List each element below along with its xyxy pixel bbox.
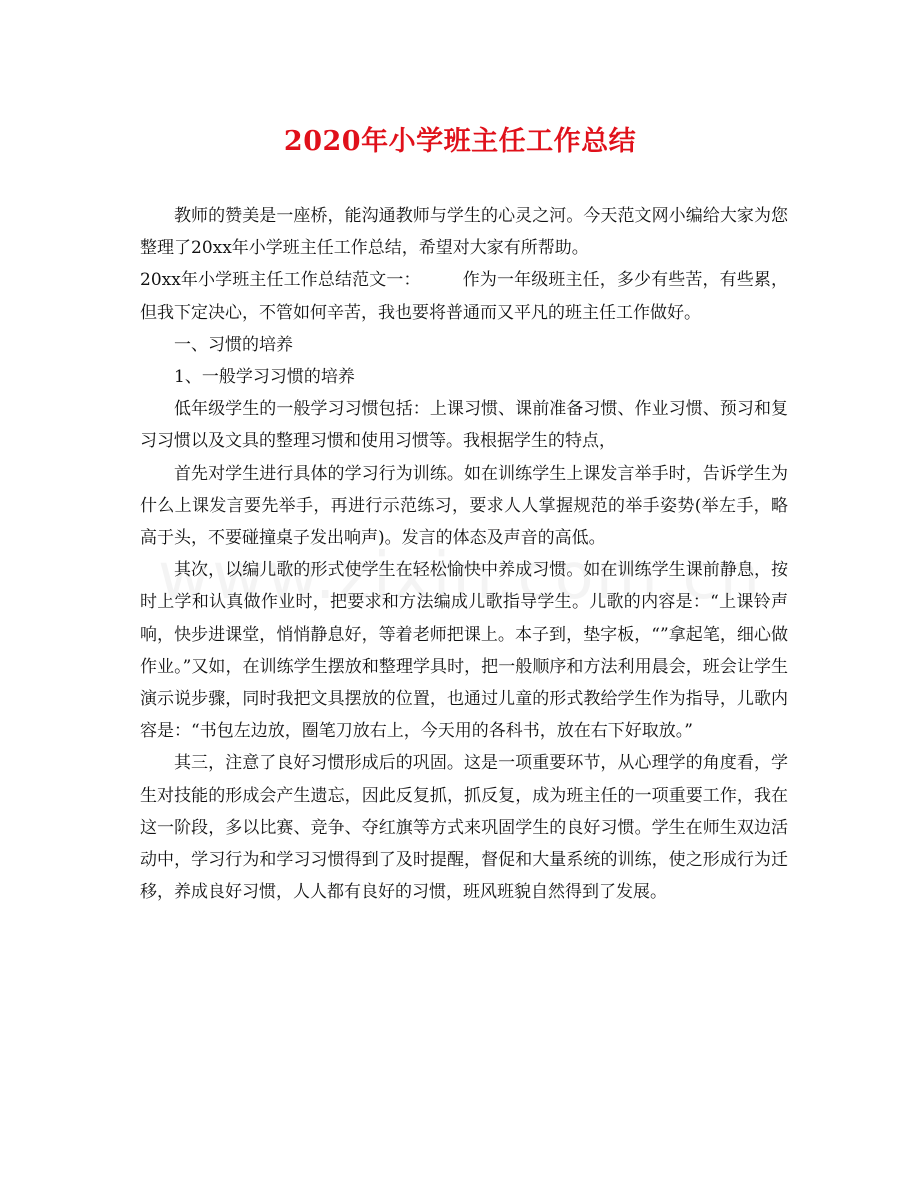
subsection-heading-study-habits: 1、一般学习习惯的培养 (174, 367, 355, 388)
paragraph-second: 其次，以编儿歌的形式使学生在轻松愉快中养成习惯。如在训练学生课前静息，按时上学和认真做作业时，把要求和方法编成儿歌指导学生。儿歌的内容是：“上课铃声响，快步进课堂，悄悄静息好，等着老师把课上。本子到，垫字板，“”拿起笔，细心做作业。”又如，在训练学生摆放和整理学具时，把一般顺序和方法利用晨会，班会让学生演示说步骤，同时我把文具摆放的位置，也通过儿童的形式教给学生作为指导，儿歌内容是：“书包左边放，圈笔刀放右上，今天用的各科书，放在右下好取放。” (140, 560, 788, 742)
paragraph-first: 首先对学生进行具体的学习行为训练。如在训练学生上课发言举手时，告诉学生为什么上课发言要先举手，再进行示范练习，要求人人掌握规范的举手姿势(举左手，略高于头，不要碰撞桌子发出响声)。发言的体态及声音的高低。 (140, 463, 788, 549)
document-body (140, 200, 788, 908)
section-heading-habits: 一、习惯的培养 (174, 334, 293, 355)
paragraph-third: 其三，注意了良好习惯形成后的巩固。这是一项重要环节，从心理学的角度看，学生对技能的形成会产生遗忘，因此反复抓，抓反复，成为班主任的一项重要工作，我在这一阶段，多以比赛、竞争、夺红旗等方式来巩固学生的良好习惯。学生在师生双边活动中，学习行为和学习习惯得到了及时提醒，督促和大量系统的训练，使之形成行为迁移，养成良好习惯，人人都有良好的习惯，班风班貌自然得到了发展。 (140, 753, 788, 903)
paragraph-sample-start (140, 264, 788, 328)
paragraph-commitment: 作为一年级班主任，多少有些苦，有些累，但我下定决心，不管如何辛苦，我也要将普通而又平凡的班主任工作做好。 (140, 270, 788, 323)
paragraph-intro: 教师的赞美是一座桥，能沟通教师与学生的心灵之河。今天范文网小编给大家为您整理了20xx年小学班主任工作总结，希望对大家有所帮助。 (140, 206, 788, 259)
sample-heading: 20xx年小学班主任工作总结范文一： (140, 270, 421, 291)
document-title: 2020年小学班主任工作总结 (283, 126, 637, 157)
paragraph-habits-list: 低年级学生的一般学习习惯包括：上课习惯、课前准备习惯、作业习惯、预习和复习习惯以及文具的整理习惯和使用习惯等。我根据学生的特点， (140, 399, 788, 452)
